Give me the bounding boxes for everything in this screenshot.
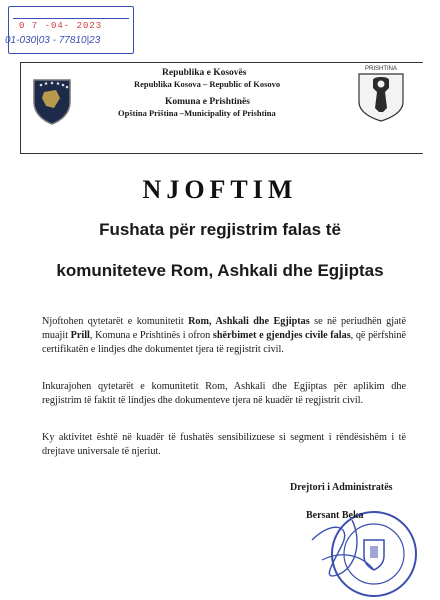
signatory-role: Drejtori i Administratës (290, 482, 393, 493)
notice-title: NJOFTIM (142, 175, 298, 204)
header-country-multilingual: Republika Kosova – Republic of Kosovo (134, 79, 281, 89)
paragraph-encouragement: Inkurajohen qytetarët e komunitetit Rom, Ashkali dhe Egjiptas për aplikim dhe regjistrim të faktit të lindjes dhe dokumenteve tjera në kuadër të regjistrit civil. (42, 381, 406, 406)
registry-stamp (5, 6, 134, 54)
header-municipality-albanian: Komuna e Prishtinës (165, 97, 250, 107)
stamp-reference-number: 01-030|03 - 77810|23 (5, 35, 101, 46)
kosovo-coat-of-arms-icon (30, 76, 74, 126)
prishtina-emblem-icon (351, 66, 411, 122)
notice-subtitle-line2: komuniteteve Rom, Ashkali dhe Egjiptas (56, 261, 384, 280)
paragraph-campaign-context: Ky aktivitet është në kuadër të fushatës sensibilizuese si segment i rëndësishëm i të drejtave universale të njeriut. (42, 432, 406, 457)
header-country-albanian: Republika e Kosovës (162, 68, 247, 78)
paragraph-announcement: Njoftohen qytetarët e komunitetit Rom, Ashkali dhe Egjiptas se në periudhën gjatë muajit Prill, Komuna e Prishtinës i ofron shërbimet e gjendjes civile falas, që përfshinë certifikatën e lindjes dhe dokumentet tjera të regjistrit civil. (42, 316, 406, 355)
header-municipality-multilingual: Opština Priština –Municipality of Prishtina (118, 108, 276, 118)
notice-subtitle-line1: Fushata për regjistrim falas të (99, 220, 341, 239)
signatory-name: Bersant Beka (306, 510, 364, 521)
stamp-date: 0 7 -04- 2023 (19, 21, 103, 31)
prishtina-emblem-caption: PRISHTINA (364, 66, 397, 72)
stamp-header-lines (13, 10, 129, 19)
